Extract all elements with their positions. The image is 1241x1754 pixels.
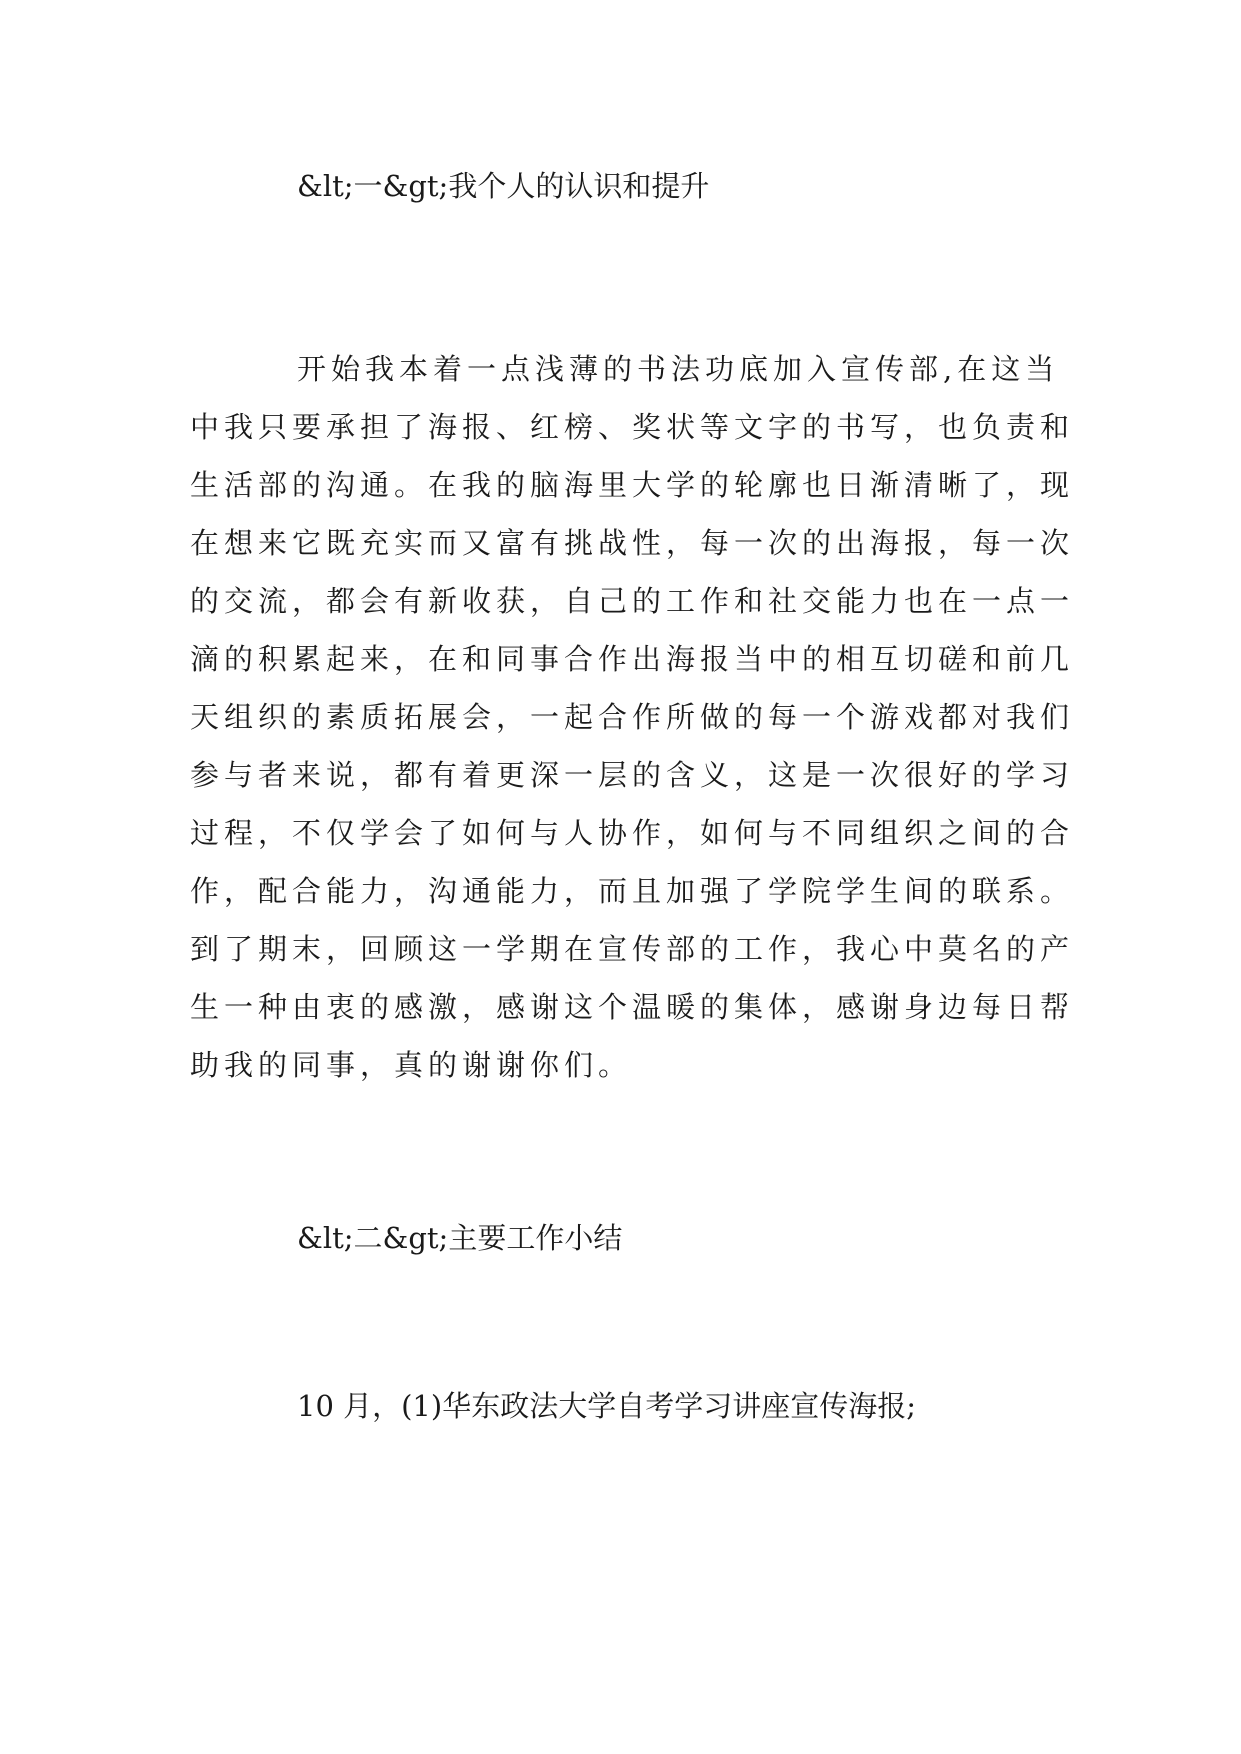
paragraph-line: 天组织的素质拓展会，一起合作所做的每一个游戏都对我们 xyxy=(190,700,1075,734)
paragraph-line: 的交流，都会有新收获，自己的工作和社交能力也在一点一 xyxy=(190,584,1075,618)
paragraph-line: 生一种由衷的感激，感谢这个温暖的集体，感谢身边每日帮 xyxy=(190,990,1075,1024)
paragraph-line: 生活部的沟通。在我的脑海里大学的轮廓也日渐清晰了，现 xyxy=(190,468,1075,502)
body-paragraph xyxy=(190,340,1075,1094)
paragraph-line: 滴的积累起来，在和同事合作出海报当中的相互切磋和前几 xyxy=(190,642,1075,676)
paragraph-line: 作，配合能力，沟通能力，而且加强了学院学生间的联系。 xyxy=(190,874,1075,908)
paragraph-line: 助我的同事，真的谢谢你们。 xyxy=(190,1048,633,1082)
paragraph-line: 中我只要承担了海报、红榜、奖状等文字的书写，也负责和 xyxy=(190,410,1075,444)
paragraph-line: 在想来它既充实而又富有挑战性，每一次的出海报，每一次 xyxy=(190,526,1075,560)
paragraph-line: 到了期末，回顾这一学期在宣传部的工作，我心中莫名的产 xyxy=(190,932,1075,966)
paragraph-line: 参与者来说，都有着更深一层的含义，这是一次很好的学习 xyxy=(190,758,1075,792)
section-heading-1: &lt;一&gt;我个人的认识和提升 xyxy=(297,169,710,203)
work-list-item: 10 月，(1)华东政法大学自考学习讲座宣传海报; xyxy=(297,1389,916,1423)
section-heading-2: &lt;二&gt;主要工作小结 xyxy=(297,1221,623,1255)
paragraph-line: 开始我本着一点浅薄的书法功底加入宣传部,在这当 xyxy=(297,352,1060,386)
paragraph-line: 过程，不仅学会了如何与人协作，如何与不同组织之间的合 xyxy=(190,816,1075,850)
